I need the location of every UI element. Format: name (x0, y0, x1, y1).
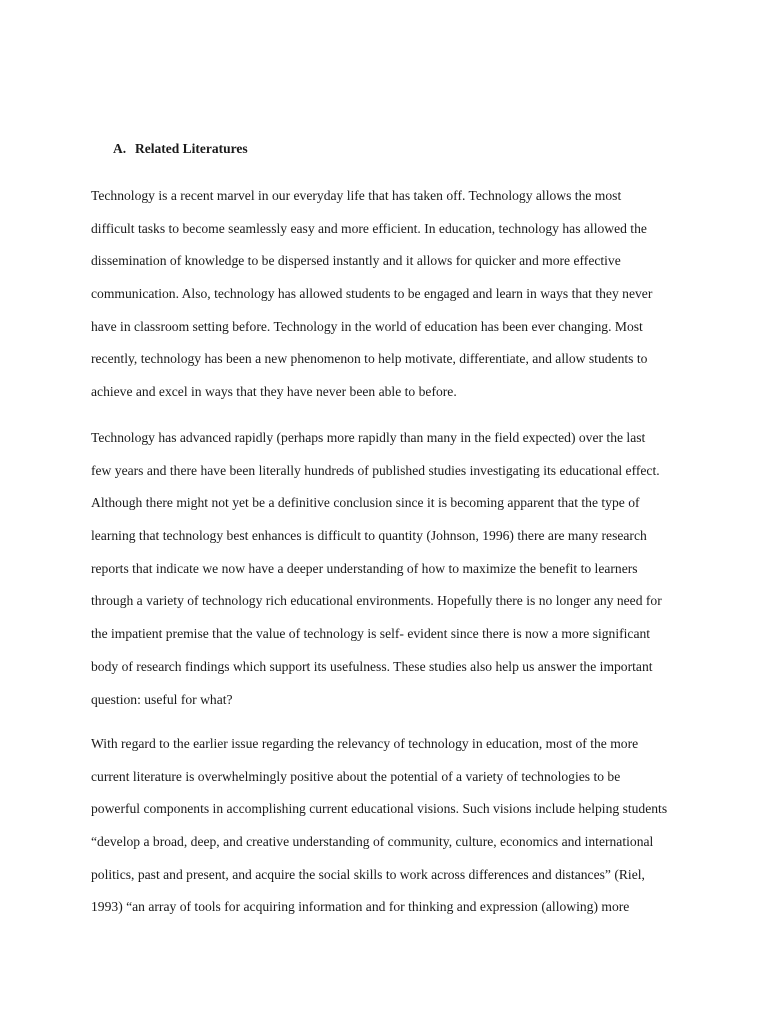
text-line: recently, technology has been a new phenomenon to help motivate, differentiate, and allow students to (91, 351, 648, 367)
text-line: Technology has advanced rapidly (perhaps more rapidly than many in the field expected) over the last (91, 430, 646, 445)
text-line: achieve and excel in ways that they have never been able to before. (91, 384, 457, 400)
paragraph (91, 427, 691, 721)
text-line: the impatient premise that the value of technology is self- evident since there is now a more significant (91, 626, 651, 642)
text-line: Technology is a recent marvel in our everyday life that has taken off. Technology allows the most (91, 188, 622, 203)
section-marker: A. (113, 141, 127, 156)
text-line: body of research findings which support its usefulness. These studies also help us answer the important (91, 658, 653, 674)
text-line: “develop a broad, deep, and creative understanding of community, culture, economics and international (91, 834, 654, 850)
text-line: With regard to the earlier issue regarding the relevancy of technology in education, most of the more (91, 736, 639, 751)
paragraph (91, 733, 691, 929)
text-line: difficult tasks to become seamlessly easy and more efficient. In education, technology has allowed the (91, 220, 647, 236)
section-title: Related Literatures (135, 141, 248, 156)
section-heading (113, 140, 248, 158)
text-line: have in classroom setting before. Technology in the world of education has been ever changing. Most (91, 318, 643, 334)
text-line: powerful components in accomplishing current educational visions. Such visions include helping students (91, 801, 668, 817)
text-line: Although there might not yet be a definitive conclusion since it is becoming apparent that the type of (91, 495, 640, 511)
text-line: reports that indicate we now have a deeper understanding of how to maximize the benefit to learners (91, 560, 638, 576)
text-line: learning that technology best enhances is difficult to quantity (Johnson, 1996) there are many research (91, 528, 647, 544)
text-line: politics, past and present, and acquire the social skills to work across differences and distances” (Riel, (91, 866, 645, 882)
text-line: current literature is overwhelmingly positive about the potential of a variety of technologies to be (91, 768, 621, 784)
text-line: question: useful for what? (91, 691, 233, 707)
text-line: through a variety of technology rich educational environments. Hopefully there is no longer any need for (91, 593, 662, 609)
text-line: dissemination of knowledge to be dispersed instantly and it allows for quicker and more effective (91, 253, 621, 269)
text-line: communication. Also, technology has allowed students to be engaged and learn in ways that they never (91, 286, 653, 302)
text-line: few years and there have been literally hundreds of published studies investigating its educational effect. (91, 462, 660, 478)
text-line: 1993) “an array of tools for acquiring information and for thinking and expression (allowing) more (91, 899, 630, 915)
paragraph (91, 185, 691, 414)
